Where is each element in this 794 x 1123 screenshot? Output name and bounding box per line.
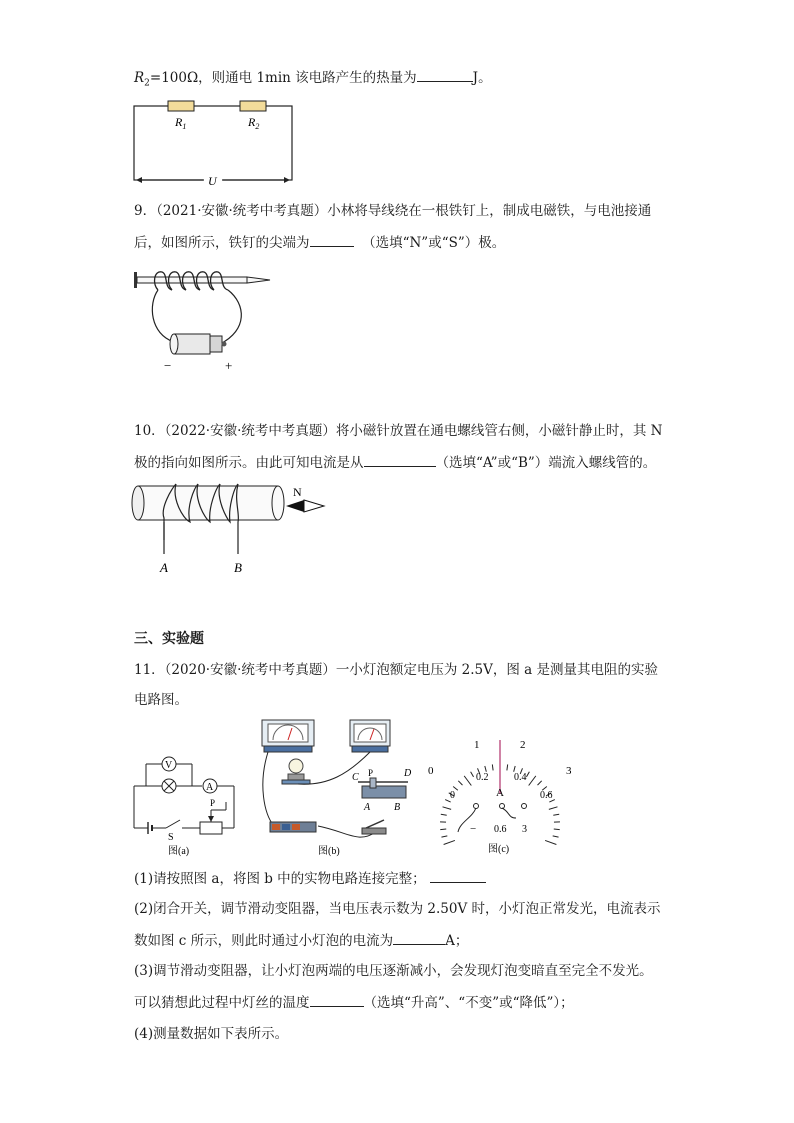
- dial-tick: [441, 836, 447, 837]
- q8-fig-r1: R: [175, 115, 183, 129]
- q9-text-b: （选填“N”或“S”）极。: [362, 235, 506, 251]
- dial-tick: [538, 781, 542, 785]
- dial-tick: [529, 776, 536, 786]
- dial-tick: [507, 764, 508, 770]
- q11-line2: 电路图。: [134, 692, 188, 708]
- q11-sub3-blank[interactable]: [310, 992, 364, 1007]
- dial-tick: [526, 772, 529, 777]
- dial-tick: [549, 807, 558, 810]
- q11-fig-c-bottom-3: 0.6: [540, 790, 553, 801]
- q11-sub3-text-b: （选填“升高”、“不变”或“降低”）；: [363, 995, 574, 1011]
- dial-tick: [458, 781, 462, 785]
- q11-fig-c-top-1: 1: [474, 739, 480, 751]
- q9-line2: [134, 232, 505, 253]
- q9-electromagnet-diagram: [128, 264, 278, 374]
- q10-line2: [134, 452, 656, 473]
- q10-text-b: （选填“A”或“B”）端流入螺线管的。: [435, 455, 657, 471]
- dial-tick: [444, 840, 455, 844]
- q9-line1: 9．（2021·安徽·统考中考真题）小林将导线绕在一根铁钉上，制成电磁铁，与电池接通: [134, 203, 652, 219]
- q11-fig-a-s: S: [168, 832, 174, 843]
- q10-solenoid-diagram: [128, 478, 328, 578]
- q11-fig-c-terminal-06: 0.6: [494, 824, 507, 835]
- q8-r-subscript: 2: [144, 78, 150, 89]
- q11-fig-c-bottom-1: 0.2: [476, 772, 489, 783]
- dial-tick: [545, 840, 556, 844]
- dial-tick: [485, 766, 487, 772]
- q8-r-symbol: R: [134, 70, 145, 86]
- q10-fig-n: N: [293, 485, 302, 499]
- q11-sub2-line1: (2)闭合开关，调节滑动变阻器，当电压表示数为 2.50V 时，小灯泡正常发光，电流表示: [134, 901, 661, 917]
- q10-fig-b: B: [234, 560, 242, 575]
- q11-fig-b-apparatus: [258, 714, 423, 860]
- dial-tick: [554, 829, 560, 830]
- q11-sub3-text-a: 可以猜想此过程中灯丝的温度: [134, 995, 310, 1011]
- q11-fig-b-p: P: [368, 768, 374, 778]
- q11-fig-b-c: C: [352, 772, 359, 783]
- dial-tick: [492, 764, 493, 770]
- q11-fig-a-a: A: [206, 782, 214, 793]
- q11-fig-b-b: B: [394, 802, 401, 813]
- q11-fig-c-top-0: 0: [428, 765, 434, 777]
- q11-fig-b-a: A: [364, 802, 371, 813]
- q8-fig-r1-sub: 1: [182, 122, 187, 131]
- dial-tick: [514, 766, 516, 772]
- q9-fig-minus: −: [164, 358, 172, 373]
- q11-sub2-line2: [134, 930, 468, 951]
- q11-fig-b-caption: 图(b): [318, 846, 340, 857]
- q8-text: =100Ω，则通电 1min 该电路产生的热量为: [149, 70, 417, 86]
- q11-fig-c-unit: A: [496, 787, 504, 799]
- q9-fig-plus: +: [225, 358, 233, 373]
- q11-fig-c-top-3: 3: [566, 765, 572, 777]
- q11-sub4: (4)测量数据如下表所示。: [134, 1026, 289, 1042]
- q10-text-a: 极的指向如图所示。由此可知电流是从: [134, 455, 364, 471]
- q11-fig-a-v: V: [165, 760, 173, 771]
- q11-fig-c-terminal-3: 3: [522, 824, 527, 835]
- dial-tick: [553, 836, 559, 837]
- svg-text:R2: [247, 115, 259, 131]
- q9-answer-blank[interactable]: [310, 232, 354, 247]
- q11-sub1: [134, 868, 486, 889]
- q8-text-line: [134, 67, 492, 94]
- q11-fig-c-bottom-0: 0: [450, 790, 455, 801]
- q8-fig-u: U: [208, 174, 217, 188]
- dial-tick: [441, 814, 447, 815]
- dial-tick: [553, 814, 559, 815]
- q11-line1: 11．（2020·安徽·统考中考真题）一小灯泡额定电压为 2.5V，图 a 是测量其电阻的实验: [134, 662, 659, 678]
- q11-sub1-text: (1)请按照图 a，将图 b 中的实物电路连接完整；: [134, 871, 426, 887]
- q11-fig-c-caption: 图(c): [488, 844, 510, 855]
- q8-answer-blank[interactable]: [417, 67, 473, 82]
- q9-text-a: 后，如图所示，铁钉的尖端为: [134, 235, 310, 251]
- q8-circuit-diagram: [128, 96, 298, 190]
- q10-answer-blank[interactable]: [364, 452, 436, 467]
- q8-fig-r2: R: [248, 115, 256, 129]
- dial-tick: [443, 807, 452, 810]
- q11-sub2-text-b: A；: [445, 933, 469, 949]
- q11-fig-c-bottom-2: 0.4: [514, 772, 527, 783]
- q11-fig-c-ammeter-dial: [424, 732, 584, 860]
- q11-sub3-line2: [134, 992, 574, 1013]
- q10-line1: 10．（2022·安徽·统考中考真题）将小磁针放置在通电螺线管右侧，小磁针静止时，其 N: [134, 423, 663, 439]
- q8-unit: J。: [472, 70, 492, 86]
- q11-fig-a-caption: 图(a): [168, 846, 190, 857]
- q11-fig-a-circuit: [126, 742, 242, 860]
- q11-fig-c-terminal-minus: −: [470, 823, 477, 835]
- q11-fig-b-d: D: [404, 768, 412, 779]
- svg-text:R1: [174, 115, 186, 131]
- q8-fig-r2-sub: 2: [255, 122, 260, 131]
- q10-fig-a: A: [160, 560, 168, 575]
- dial-tick: [440, 829, 446, 830]
- q11-sub3-line1: (3)调节滑动变阻器，让小灯泡两端的电压逐渐减小，会发现灯泡变暗直至完全不发光。: [134, 963, 653, 979]
- q11-sub2-text-a: 数如图 c 所示，则此时通过小灯泡的电流为: [134, 933, 394, 949]
- section-title: 三、实验题: [134, 631, 204, 647]
- dial-tick: [471, 772, 474, 777]
- dial-tick: [464, 776, 471, 786]
- q11-fig-a-p: P: [210, 798, 216, 808]
- q11-sub1-blank[interactable]: [430, 868, 486, 883]
- q11-sub2-blank[interactable]: [393, 930, 445, 945]
- q11-fig-c-top-2: 2: [520, 739, 526, 751]
